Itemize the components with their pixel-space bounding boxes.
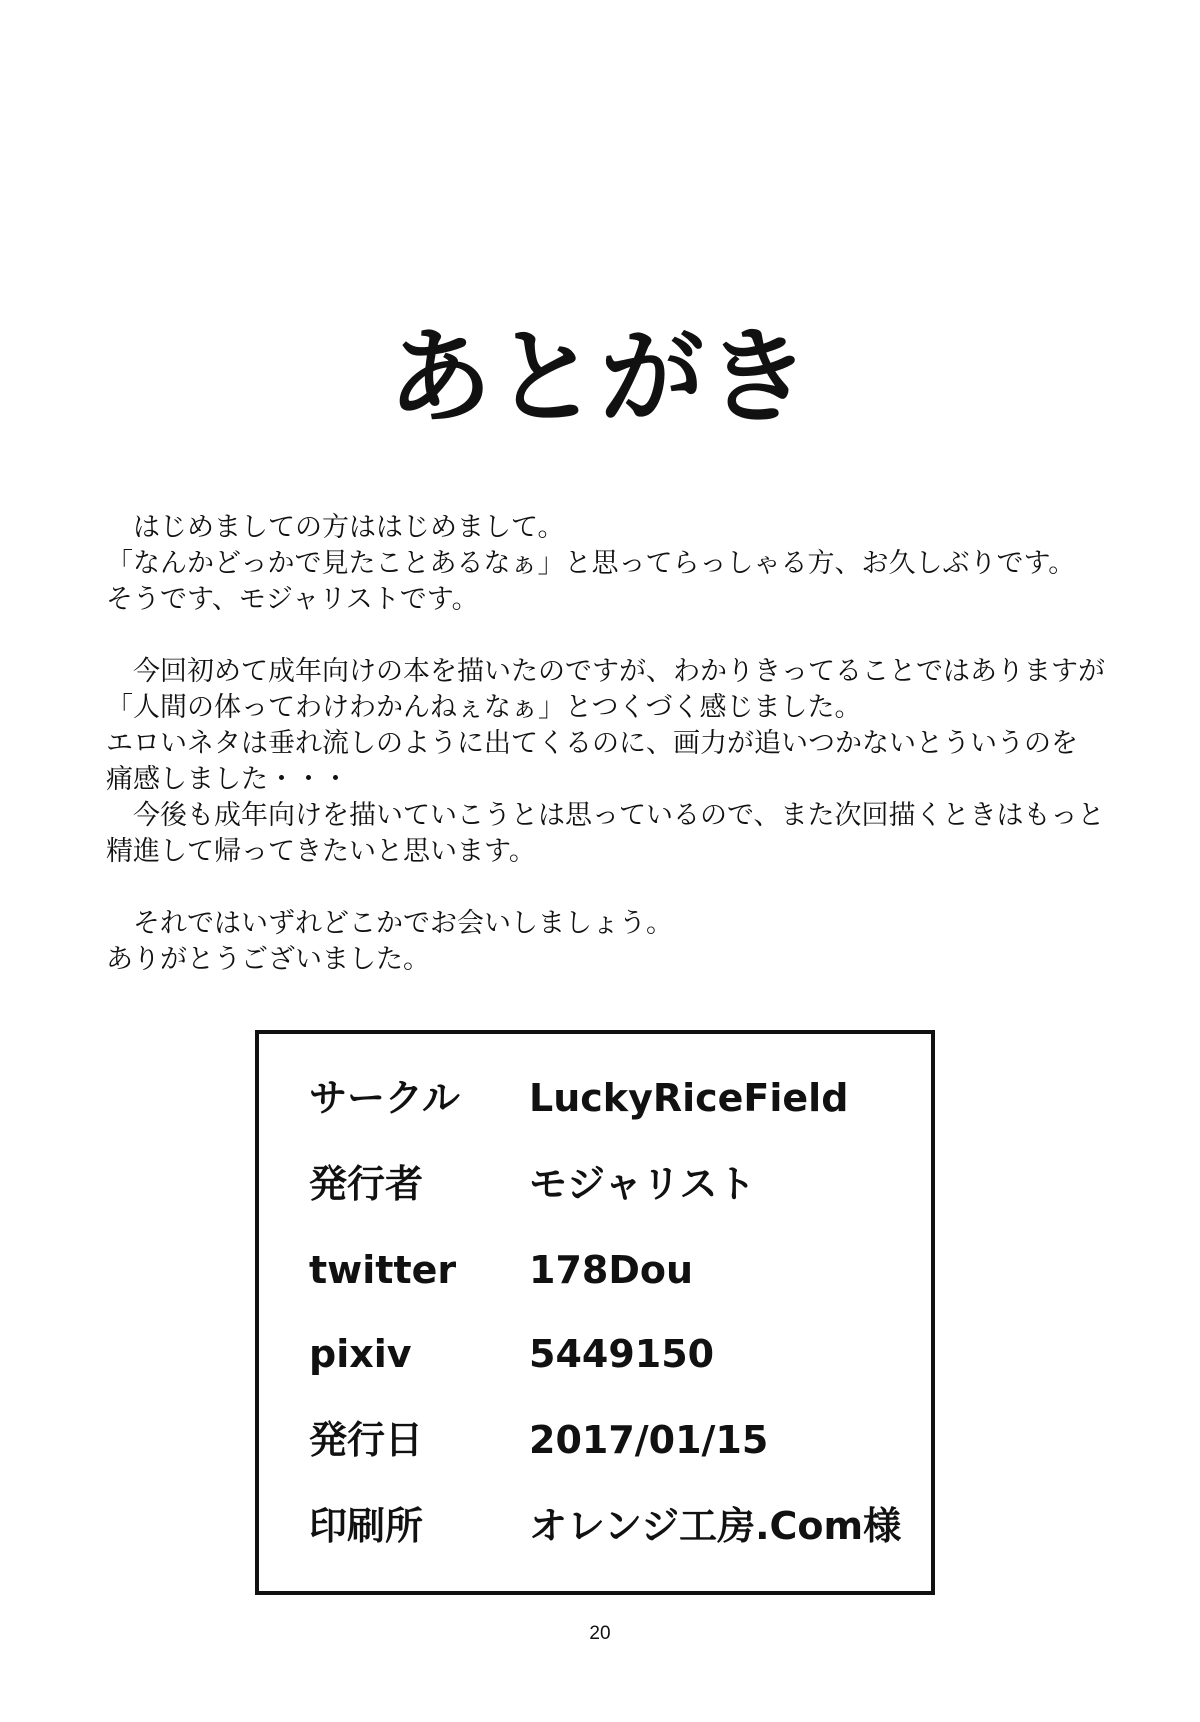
colophon-value: 178Dou: [529, 1248, 694, 1292]
paragraph-2: [106, 654, 1106, 870]
text-line: 「なんかどっかで見たことあるなぁ」と思ってらっしゃる方、お久しぶりです。: [106, 548, 1076, 579]
colophon-row-issue-date: [309, 1412, 909, 1468]
paragraph-1: [106, 510, 1106, 618]
colophon-label: 印刷所: [309, 1504, 424, 1548]
text-line: ありがとうございました。: [106, 944, 430, 975]
colophon-row-pixiv: [309, 1326, 909, 1382]
colophon-value: オレンジ工房.Com様: [529, 1504, 902, 1548]
colophon-value: 5449150: [529, 1332, 715, 1376]
colophon-label: サークル: [309, 1076, 460, 1120]
text-line: 痛感しました・・・: [106, 764, 349, 795]
colophon-value: 2017/01/15: [529, 1418, 769, 1462]
colophon-row-twitter: [309, 1242, 909, 1298]
afterword-body: [106, 510, 1106, 978]
text-line: 精進して帰ってきたいと思います。: [106, 836, 536, 867]
paragraph-3: [106, 906, 1106, 978]
text-line: 今後も成年向けを描いていこうとは思っているので、また次回描くときはもっと: [133, 800, 1105, 831]
colophon-value: LuckyRiceField: [529, 1076, 849, 1120]
text-line: はじめましての方ははじめまして。: [133, 512, 565, 543]
colophon-label: pixiv: [309, 1332, 412, 1376]
colophon-label: twitter: [309, 1248, 457, 1292]
page-title: あとがき: [387, 315, 812, 438]
colophon-label: 発行者: [309, 1162, 424, 1206]
colophon-value: モジャリスト: [529, 1162, 756, 1206]
colophon-row-circle: [309, 1070, 909, 1126]
page-number: 20: [589, 1623, 611, 1644]
text-line: 「人間の体ってわけわかんねぇなぁ」とつくづく感じました。: [106, 692, 862, 723]
colophon-row-publisher: [309, 1156, 909, 1212]
text-line: 今回初めて成年向けの本を描いたのですが、わかりきってることではありますが: [133, 656, 1105, 687]
text-line: そうです、モジャリストです。: [106, 584, 479, 615]
text-line: それではいずれどこかでお会いしましょう。: [133, 908, 673, 939]
colophon-box: [255, 1030, 935, 1595]
text-line: エロいネタは垂れ流しのように出てくるのに、画力が追いつかないとういうのを: [106, 728, 1078, 759]
colophon-label: 発行日: [309, 1418, 424, 1462]
colophon-row-printer: [309, 1498, 909, 1554]
